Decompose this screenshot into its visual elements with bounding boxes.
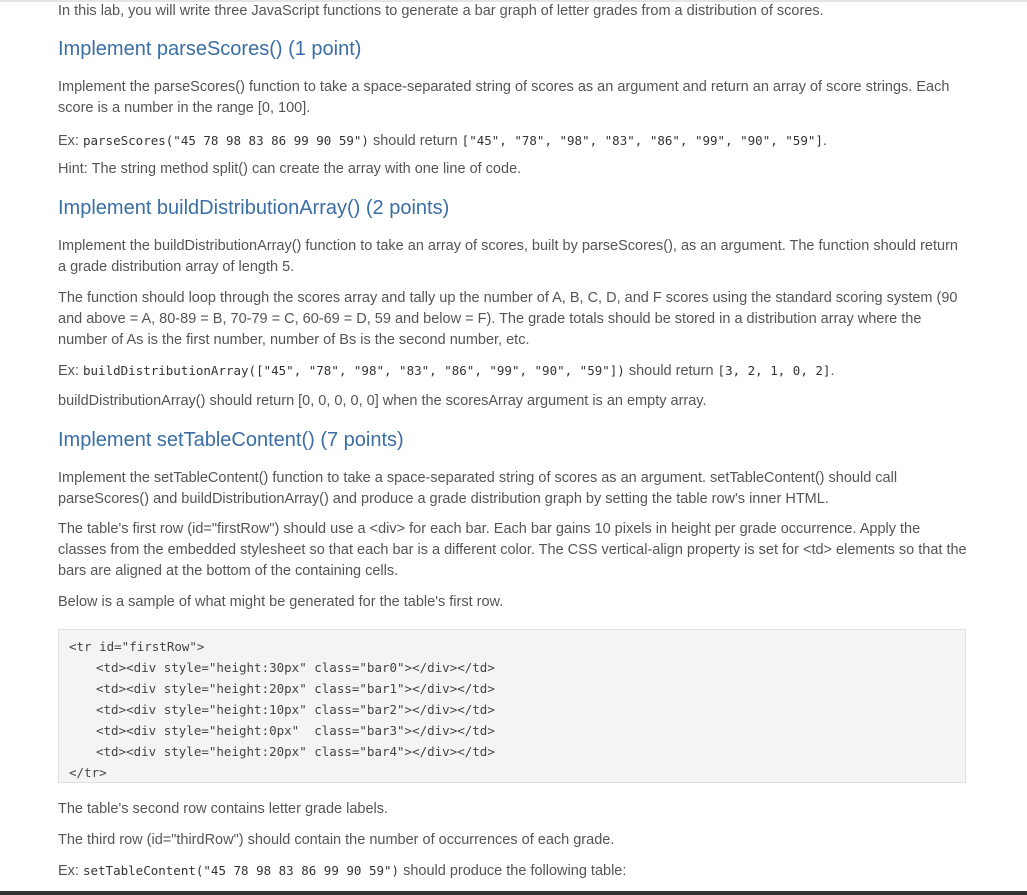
- code-line: <td><div style="height:20px" class="bar4"></div></td>: [96, 744, 495, 759]
- example-call: parseScores("45 78 98 83 86 99 90 59"): [82, 133, 369, 148]
- first-row-description: The table's first row (id="firstRow") should use a <div> for each bar. Each bar gains 10 pixels in height per grade occurrence. Apply the classes from the embedded stylesheet so that each bar is a different color. The CSS vertical-align property is set for <td> elements so that the bars are aligned at the bottom of the containing cells.: [58, 521, 967, 579]
- parse-scores-description: Implement the parseScores() function to take a space-separated string of scores as an argument and return an array of score strings. Each score is a number in the range [0, 100].: [58, 79, 950, 116]
- code-line: <td><div style="height:10px" class="bar2"></div></td>: [96, 702, 495, 717]
- section-heading-parse-scores: Implement parseScores() (1 point): [58, 38, 362, 60]
- example-result: [3, 2, 1, 0, 2]: [717, 363, 831, 378]
- example-prefix: Ex:: [58, 863, 83, 879]
- third-row-description: The third row (id="thirdRow") should contain the number of occurrences of each grade.: [58, 832, 615, 848]
- code-line: <td><div style="height:0px" class="bar3"></div></td>: [96, 723, 495, 738]
- example-result: ["45", "78", "98", "83", "86", "99", "90", "59"]: [461, 133, 823, 148]
- code-line: <td><div style="height:30px" class="bar0"></div></td>: [96, 660, 495, 675]
- code-line: <td><div style="height:20px" class="bar1"></div></td>: [96, 681, 495, 696]
- example-call: setTableContent("45 78 98 83 86 99 90 59"): [82, 863, 400, 878]
- second-row-description: The table's second row contains letter grade labels.: [58, 801, 389, 817]
- build-distribution-description: Implement the buildDistributionArray() function to take an array of scores, built by parseScores(), as an argument. The function should return a grade distribution array of length 5.: [58, 238, 958, 275]
- section-heading-build-distribution: Implement buildDistributionArray() (2 points): [58, 197, 450, 219]
- example-mid: should return: [624, 363, 718, 379]
- bottom-bar: [0, 891, 1027, 895]
- example-end: .: [822, 133, 827, 149]
- parse-scores-hint: Hint: The string method split() can create the array with one line of code.: [58, 161, 522, 177]
- parse-scores-example: [58, 130, 827, 152]
- example-prefix: Ex:: [58, 363, 83, 379]
- example-end: .: [830, 363, 835, 379]
- example-prefix: Ex:: [58, 133, 83, 149]
- intro-paragraph: In this lab, you will write three JavaScript functions to generate a bar graph of letter grades from a distribution of scores.: [58, 3, 824, 19]
- section-heading-set-table-content: Implement setTableContent() (7 points): [58, 429, 404, 451]
- code-line: <tr id="firstRow">: [69, 639, 205, 654]
- example-call: buildDistributionArray(["45", "78", "98", "83", "86", "99", "90", "59"]): [82, 363, 625, 378]
- set-table-content-description: Implement the setTableContent() function to take a space-separated string of scores as an argument. setTableContent() should call parseScores() and buildDistributionArray() and produce a grade distribution graph by setting the table row's inner HTML.: [58, 470, 898, 507]
- sample-intro: Below is a sample of what might be generated for the table's first row.: [58, 594, 504, 610]
- build-distribution-example: [58, 360, 834, 382]
- code-line: </tr>: [69, 765, 107, 780]
- example-end: should produce the following table:: [399, 863, 627, 879]
- set-table-content-example: [58, 860, 626, 882]
- code-sample-block: [58, 629, 966, 783]
- build-distribution-empty-note: buildDistributionArray() should return [0, 0, 0, 0, 0] when the scoresArray argument is an empty array.: [58, 393, 707, 409]
- build-distribution-loop-description: The function should loop through the scores array and tally up the number of A, B, C, D, and F scores using the standard scoring system (90 and above = A, 80-89 = B, 70-79 = C, 60-69 = D, 59 and below = F). The grade totals should be stored in a distribution array where the number of As is the first number, number of Bs is the second number, etc.: [58, 290, 958, 348]
- example-mid: should return: [368, 133, 462, 149]
